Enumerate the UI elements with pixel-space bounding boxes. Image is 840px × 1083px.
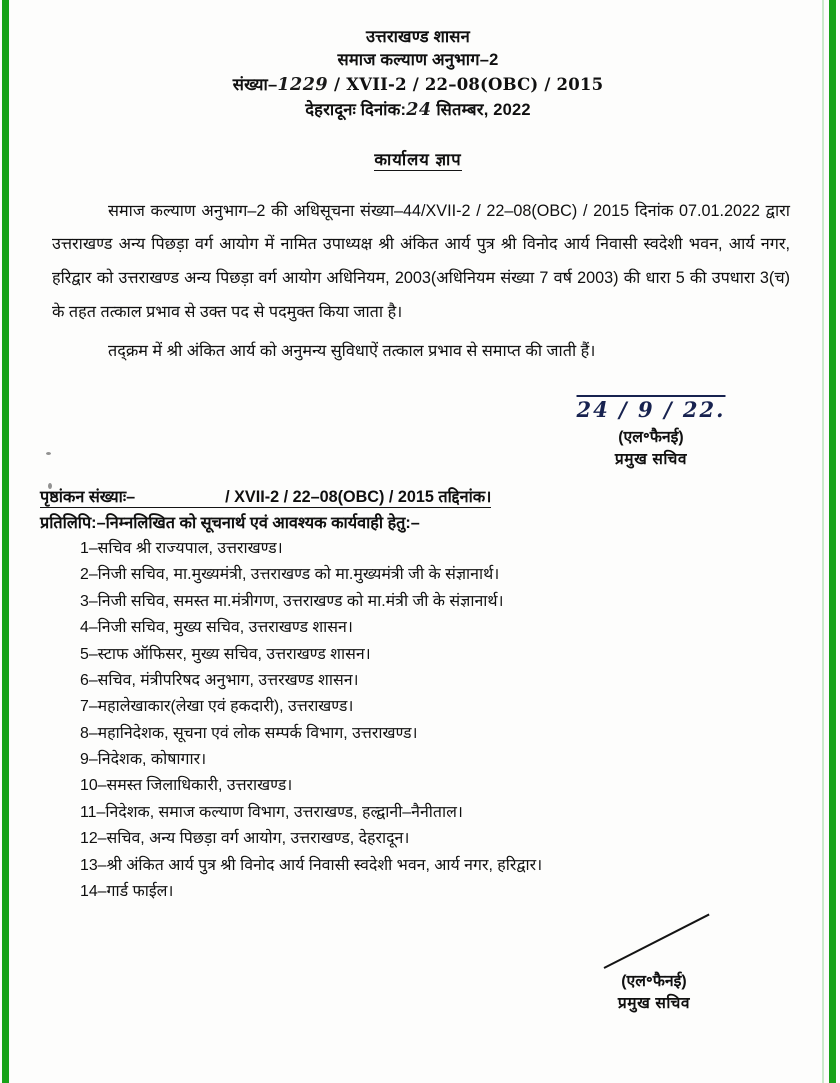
body-paragraph-2	[52, 335, 790, 369]
signatory-name-top: (एल॰फैनई)	[618, 428, 684, 446]
signatory-name-bottom: (एल॰फैनई)	[621, 973, 687, 991]
file-number-prefix: संख्या–	[232, 75, 278, 94]
header-place-date	[22, 98, 814, 123]
scan-edge-right-secondary	[822, 0, 824, 1083]
document-header	[22, 0, 814, 123]
place-date-suffix: सितम्बर, 2022	[431, 100, 531, 119]
scan-edge-right	[829, 0, 836, 1083]
endorsement-blank-space	[139, 507, 225, 508]
body-paragraph-1-text: समाज कल्याण अनुभाग–2 की अधिसूचना संख्या–44/XVII-2 / 22–08(OBC) / 2015 दिनांक 07.01.2022 द्वारा उत्तराखण्ड अन्य पिछड़ा वर्ग आयोग में नामित उपाध्यक्ष श्री अंकित आर्य पुत्र श्री विनोद आर्य निवासी स्वदेशी भवन, आर्य नगर, हरिद्वार को उत्तराखण्ड अन्य पिछड़ा वर्ग आयोग अधिनियम, 2003(अधिनियम संख्या 7 वर्ष 2003) की धारा 5 की उपधारा 3(च) के तहत तत्काल प्रभाव से उक्त पद से पदमुक्त किया जाता है।	[52, 201, 790, 321]
endorsement-number: / XVII-2 / 22–08(OBC) / 2015 तद्दिनांक।	[225, 485, 491, 508]
list-item: 2–निजी सचिव, मा.मुख्यमंत्री, उत्तराखण्ड को मा.मुख्यमंत्री जी के संज्ञानार्थ।	[80, 566, 500, 584]
list-item: 14–गार्ड फाईल।	[80, 883, 174, 901]
list-item: 10–समस्त जिलाधिकारी, उत्तराखण्ड।	[80, 777, 293, 795]
list-item: 8–महानिदेशक, सूचना एवं लोक सम्पर्क विभाग, उत्तराखण्ड।	[80, 724, 418, 742]
date-handwritten: 24	[406, 99, 432, 120]
endorsement-section	[22, 485, 814, 533]
header-department: समाज कल्याण अनुभाग–2	[337, 51, 499, 70]
handwritten-signature-bottom	[602, 923, 706, 969]
list-item: 12–सचिव, अन्य पिछड़ा वर्ग आयोग, उत्तराखण्ड, देहरादून।	[80, 830, 410, 848]
header-file-number	[22, 73, 814, 98]
header-state-title: उत्तराखण्ड शासन	[365, 28, 471, 46]
list-item: 11–निदेशक, समाज कल्याण विभाग, उत्तराखण्ड, हल्द्वानी–नैनीताल।	[80, 803, 463, 821]
memo-title-text: कार्यालय ज्ञाप	[374, 150, 462, 169]
signature-block-top	[536, 393, 766, 469]
list-item: 3–निजी सचिव, समस्त मा.मंत्रीगण, उत्तराखण्ड को मा.मंत्री जी के संज्ञानार्थ।	[80, 592, 504, 610]
signature-block-bottom	[534, 923, 774, 1013]
list-item: 4–निजी सचिव, मुख्य सचिव, उत्तराखण्ड शासन।	[80, 619, 353, 637]
document-sheet	[22, 0, 814, 1083]
list-item: 13–श्री अंकित आर्य पुत्र श्री विनोद आर्य निवासी स्वदेशी भवन, आर्य नगर, हरिद्वार।	[80, 856, 543, 874]
body-paragraph-1	[52, 195, 790, 330]
memo-title	[22, 147, 814, 170]
file-number-handwritten: 1229	[277, 74, 329, 95]
scan-edge-left	[2, 0, 9, 1083]
list-item: 9–निदेशक, कोषागार।	[80, 751, 207, 769]
body-paragraph-2-text: तद्क्रम में श्री अंकित आर्य को अनुमन्य सुविधाऐं तत्काल प्रभाव से समाप्त की जाती हैं।	[108, 342, 596, 361]
signatory-designation-top: प्रमुख सचिव	[614, 450, 688, 468]
copy-distribution-list	[22, 536, 814, 905]
endorsement-number-line	[40, 485, 814, 508]
endorsement-label: पृष्ठांकन संख्याः–	[40, 485, 139, 508]
file-number-suffix: / XVII-2 / 22–08(OBC) / 2015	[328, 74, 604, 94]
list-item: 1–सचिव श्री राज्यपाल, उत्तराखण्ड।	[80, 539, 283, 557]
document-body	[22, 195, 814, 369]
handwritten-signature-top	[536, 393, 766, 427]
list-item: 6–सचिव, मंत्रीपरिषद अनुभाग, उत्तरखण्ड शासन।	[80, 671, 359, 689]
endorsement-copy-line: प्रतिलिपि:–निम्नलिखित को सूचनार्थ एवं आवश्यक कार्यवाही हेतु:–	[40, 513, 420, 532]
signature-date-scribble: 24 / 9 / 22.	[576, 396, 726, 422]
list-item: 7–महालेखाकार(लेखा एवं हकदारी), उत्तराखण्ड।	[80, 698, 354, 716]
place-date-prefix: देहरादूनः दिनांक:	[305, 100, 407, 119]
list-item: 5–स्टाफ ऑफिसर, मुख्य सचिव, उत्तराखण्ड शासन।	[80, 645, 371, 663]
signatory-designation-bottom: प्रमुख सचिव	[617, 995, 691, 1013]
